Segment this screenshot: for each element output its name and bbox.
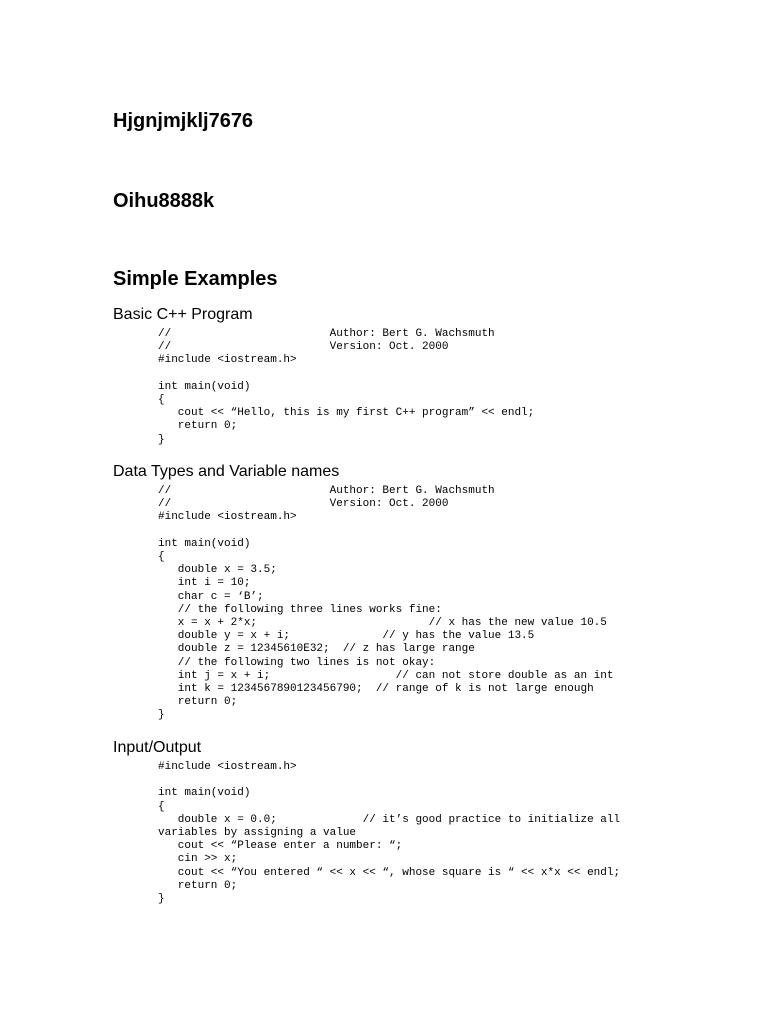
example-heading-basic-program: Basic C++ Program — [113, 306, 253, 323]
example-heading-data-types: Data Types and Variable names — [113, 463, 340, 480]
document-title-2: Oihu8888k — [113, 190, 215, 212]
section-title: Simple Examples — [113, 268, 278, 290]
code-block-input-output: #include <iostream.h> int main(void) { double x = 0.0; // it’s good practice to initialize all variables by assigning a value cout << “Please enter a number: “; cin >> x; cout << “You entered “ << x << “, whose square is “ << x*x << endl; return 0; } — [158, 761, 621, 906]
example-heading-input-output: Input/Output — [113, 739, 202, 756]
code-block-data-types: // Author: Bert G. Wachsmuth // Version: Oct. 2000 #include <iostream.h> int main(void) { double x = 3.5; int i = 10; char c = ‘B’; // the following three lines works fine: x = x + 2*x; // x has the new value 10.5 double y = x + i; // y has the value 13.5 double z = 12345610E32; // z has large range // the following two lines is not okay: int j = x + i; // can not store double as an int int k = 1234567890123456790; // range of k is not large enough return 0; } — [158, 485, 614, 722]
code-block-basic-program: // Author: Bert G. Wachsmuth // Version: Oct. 2000 #include <iostream.h> int main(void) { cout << “Hello, this is my first C++ program” << endl; return 0; } — [158, 328, 535, 446]
document-title-1: Hjgnjmjklj7676 — [113, 110, 254, 132]
